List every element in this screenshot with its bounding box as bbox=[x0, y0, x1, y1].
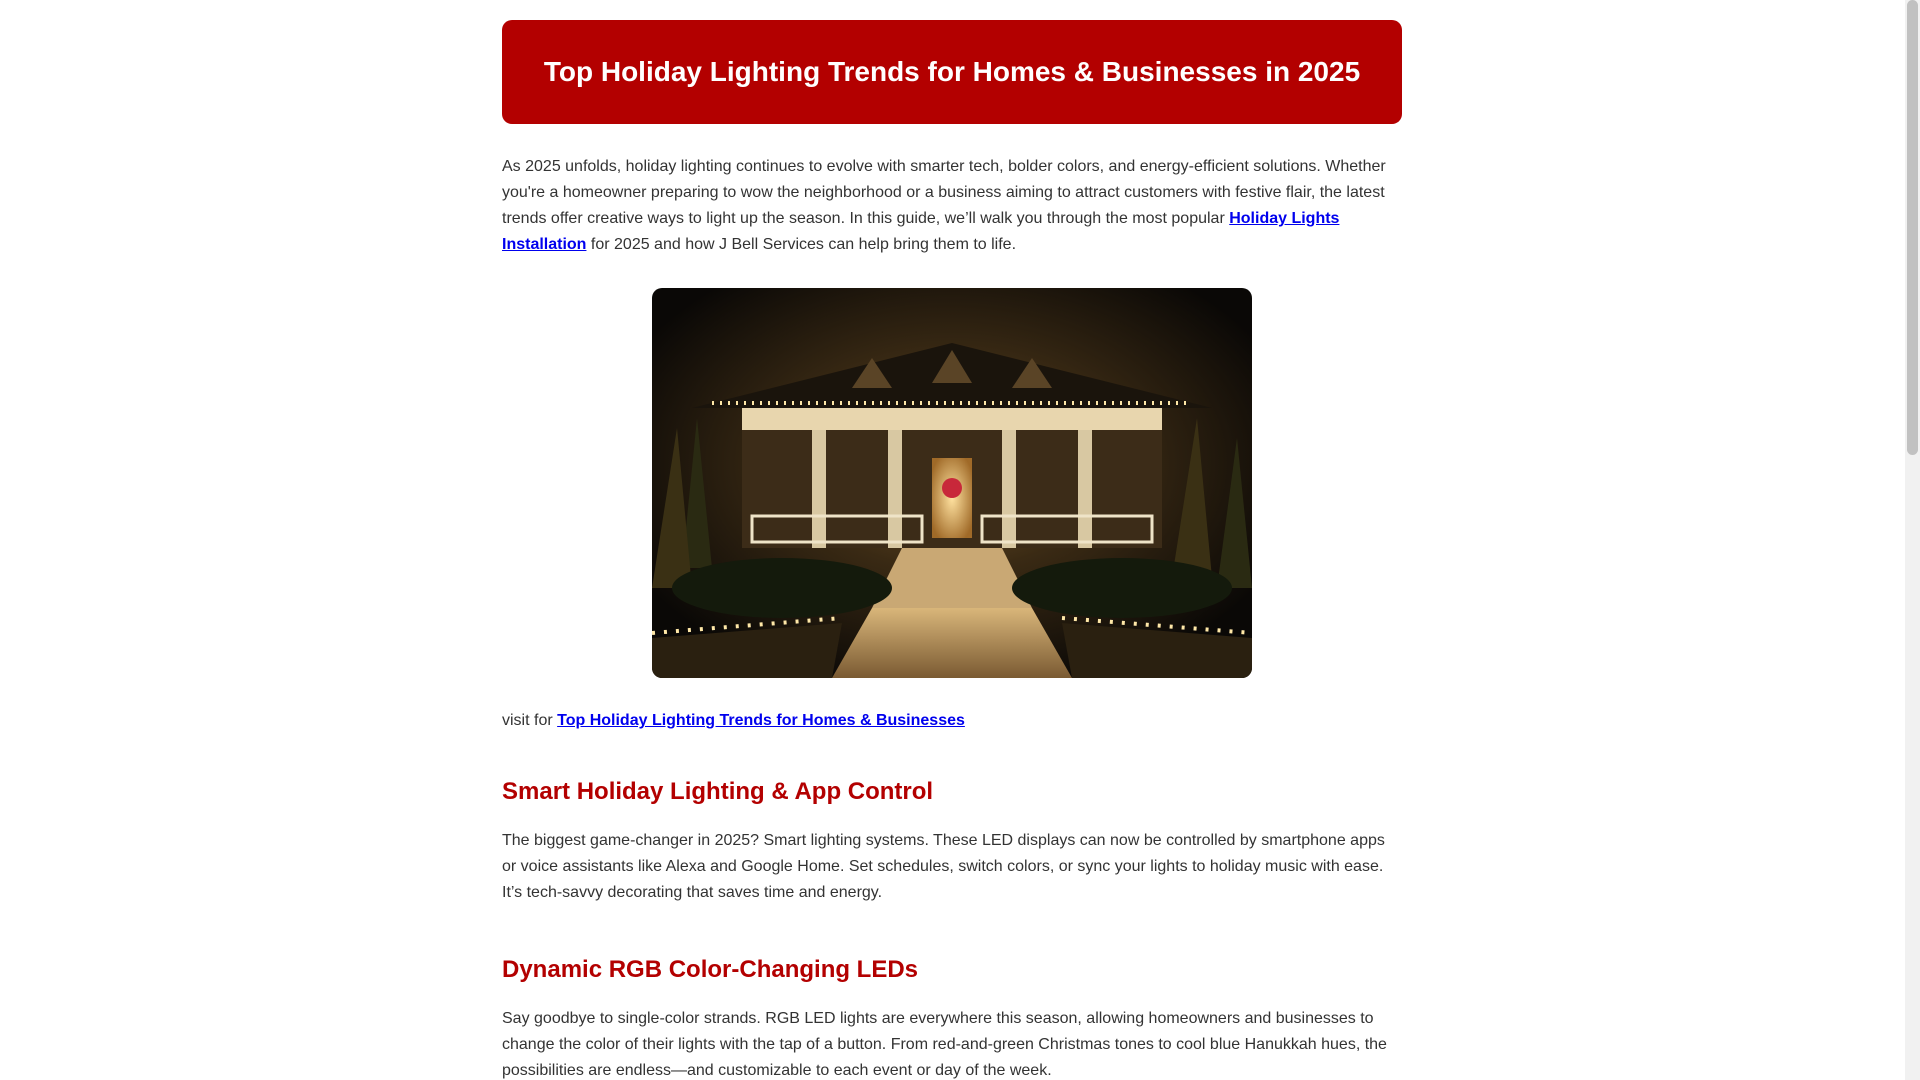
visit-line bbox=[502, 708, 1402, 734]
section-heading-smart-lighting: Smart Holiday Lighting & App Control bbox=[502, 778, 934, 805]
section-text-smart-lighting: The biggest game-changer in 2025? Smart lighting systems. These LED displays can now be controlled by smartphone apps or voice assistants like Alexa and Google Home. Set schedules, switch colors, or sync your lights to holiday music with ease. It’s tech-savvy decorating that saves time and energy. bbox=[502, 832, 1385, 901]
intro-text-start: As 2025 unfolds, holiday lighting continues to evolve with smarter tech, bolder colors, and energy-efficient solutions. Whether you're a homeowner preparing to wow the neighborhood or a business aiming to attract customers with festive flair, the latest trends offer creative ways to light up the season. In this guide, we’ll walk you through the most popular bbox=[502, 158, 1386, 227]
page-title: Top Holiday Lighting Trends for Homes & Businesses in 2025 bbox=[543, 56, 1361, 87]
scrollbar-thumb[interactable] bbox=[1907, 0, 1918, 455]
article bbox=[502, 20, 1402, 1080]
vertical-scrollbar[interactable] bbox=[1905, 0, 1920, 1080]
holiday-trends-link[interactable]: Top Holiday Lighting Trends for Homes & Businesses bbox=[557, 712, 965, 729]
intro-paragraph bbox=[502, 154, 1402, 258]
house-holiday-lights-image bbox=[652, 288, 1252, 678]
title-banner bbox=[502, 20, 1402, 124]
section-heading-rgb-leds: Dynamic RGB Color-Changing LEDs bbox=[502, 956, 919, 983]
visit-prefix: visit for bbox=[502, 712, 558, 729]
intro-text-end: for 2025 and how J Bell Services can help bring them to life. bbox=[586, 236, 1017, 253]
section-text-rgb-leds: Say goodbye to single-color strands. RGB LED lights are everywhere this season, allowing homeowners and businesses to change the color of their lights with the tap of a button. From red-and-green Christmas tones to cool blue Hanukkah hues, the possibilities are endless—and customizable to each event or day of the week. bbox=[502, 1010, 1387, 1079]
holiday-lights-installation-link[interactable]: Holiday Lights Installation bbox=[502, 210, 1340, 253]
